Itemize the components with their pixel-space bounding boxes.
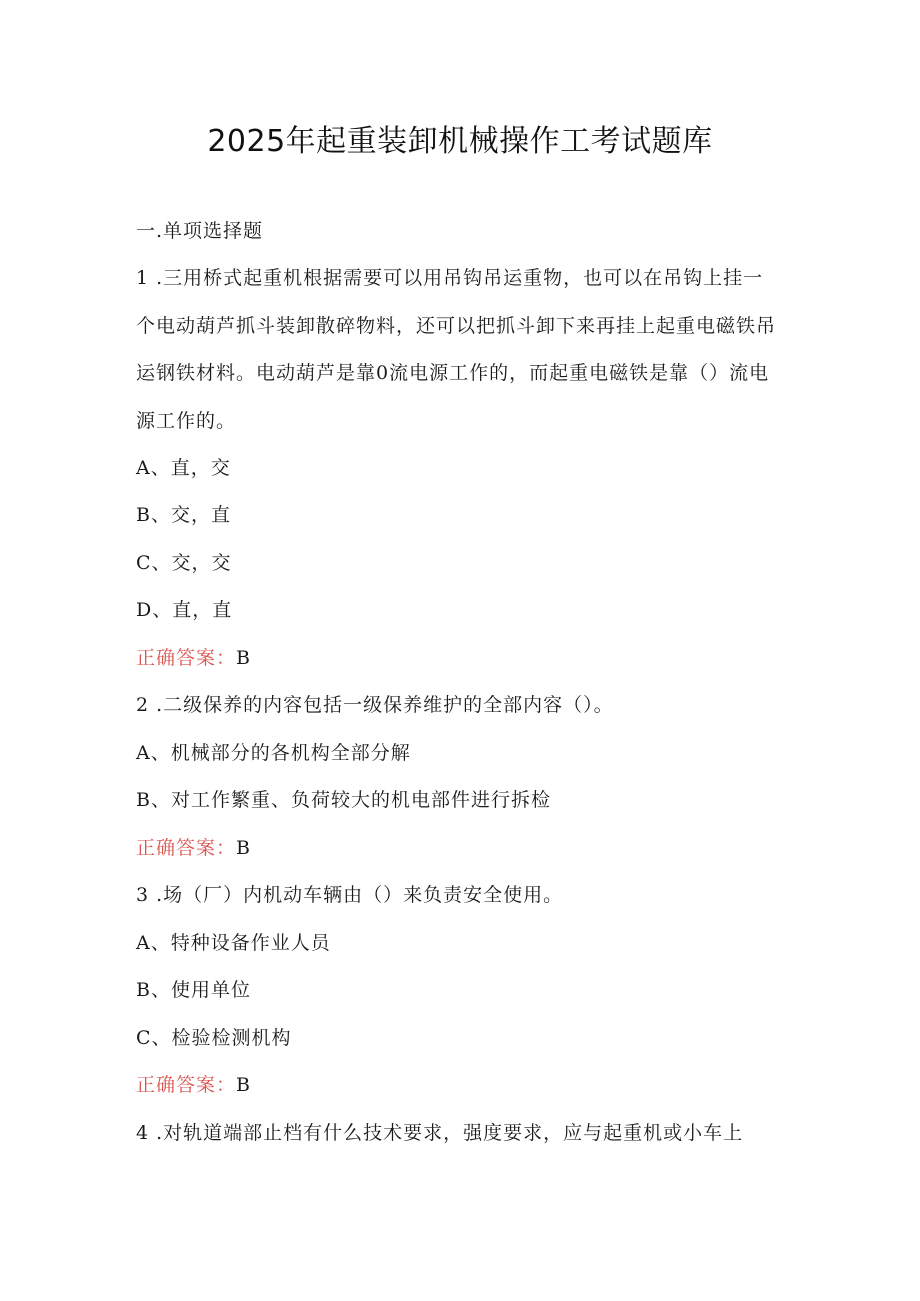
question-2-option-a: A、机械部分的各机构全部分解	[136, 742, 411, 764]
question-3-option-a: A、特种设备作业人员	[136, 932, 331, 954]
question-1-line-2: 个电动葫芦抓斗装卸散碎物料，还可以把抓斗卸下来再挂上起重电磁铁吊	[136, 315, 777, 337]
page-title: 2025年起重装卸机械操作工考试题库	[207, 124, 713, 159]
question-1-option-a: A、直，交	[136, 457, 231, 479]
question-1-option-c: C、交，交	[136, 552, 232, 574]
answer-label: 正确答案：	[136, 647, 237, 669]
question-3-line-1: 3 .场（厂）内机动车辆由（）来负责安全使用。	[136, 884, 564, 906]
section-heading: 一.单项选择题	[136, 220, 264, 242]
question-2-line-1: 2 .二级保养的内容包括一级保养维护的全部内容（）。	[136, 694, 614, 716]
question-1-line-3: 运钢铁材料。电动葫芦是靠0流电源工作的，而起重电磁铁是靠（）流电	[136, 362, 770, 384]
answer-value: B	[236, 647, 251, 669]
question-3-option-c: C、检验检测机构	[136, 1027, 292, 1049]
answer-label: 正确答案：	[136, 837, 237, 859]
question-2-answer	[136, 836, 796, 860]
answer-label: 正确答案：	[136, 1074, 237, 1096]
question-1-line-1: 1 .三用桥式起重机根据需要可以用吊钩吊运重物，也可以在吊钩上挂一	[136, 267, 764, 289]
answer-value: B	[236, 1074, 251, 1096]
question-3-answer	[136, 1073, 796, 1097]
question-1-line-4: 源工作的。	[136, 410, 237, 432]
question-2-option-b: B、对工作繁重、负荷较大的机电部件进行拆检	[136, 789, 551, 811]
question-4-line-1: 4 .对轨道端部止档有什么技术要求，强度要求，应与起重机或小车上	[136, 1122, 744, 1144]
question-1-answer	[136, 646, 796, 670]
question-1-option-b: B、交，直	[136, 504, 231, 526]
question-3-option-b: B、使用单位	[136, 979, 251, 1001]
question-1-option-d: D、直，直	[136, 599, 233, 621]
answer-value: B	[236, 837, 251, 859]
